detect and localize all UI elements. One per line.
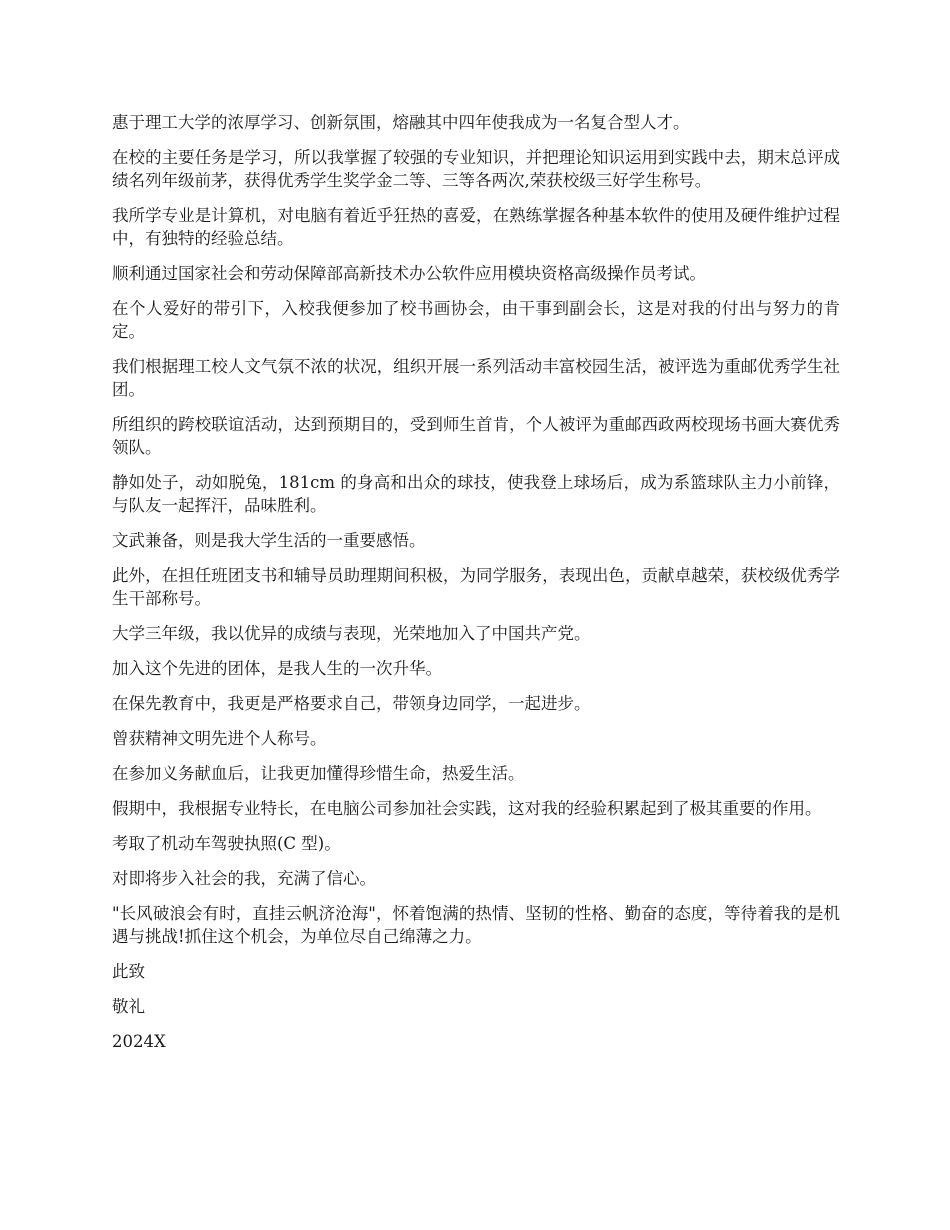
paragraph-14: 曾获精神文明先进个人称号。: [112, 729, 327, 748]
paragraph-13: 在保先教育中，我更是严格要求自己，带领身边同学，一起进步。: [112, 694, 591, 713]
paragraph-4: 顺利通过国家社会和劳动保障部高新技术办公软件应用模块资格高级操作员考试。: [112, 264, 706, 283]
paragraph-9: 文武兼备，则是我大学生活的一重要感悟。: [112, 531, 426, 550]
closing-salutation: 此致: [112, 962, 145, 981]
paragraph-8: 静如处子，动如脱兔，181cm 的身高和出众的球技，使我登上球场后，成为系篮球队主力小前锋，与队友一起挥汗，品味胜利。: [112, 473, 840, 515]
paragraph-16: 假期中，我根据专业特长，在电脑公司参加社会实践，这对我的经验积累起到了极其重要的作用。: [112, 799, 822, 818]
paragraph-5: 在个人爱好的带引下，入校我便参加了校书画协会，由干事到副会长，这是对我的付出与努力的肯定。: [112, 299, 840, 341]
closing-regards: 敬礼: [112, 997, 145, 1016]
paragraph-15: 在参加义务献血后，让我更加懂得珍惜生命，热爱生活。: [112, 764, 525, 783]
paragraph-10: 此外，在担任班团支书和辅导员助理期间积极，为同学服务，表现出色，贡献卓越荣，获校级优秀学生干部称号。: [112, 566, 840, 608]
paragraph-7: 所组织的跨校联谊活动，达到预期目的，受到师生首肯，个人被评为重邮西政两校现场书画大赛优秀领队。: [112, 415, 840, 457]
paragraph-17: 考取了机动车驾驶执照(C 型)。: [112, 834, 341, 853]
paragraph-12: 加入这个先进的团体，是我人生的一次升华。: [112, 659, 442, 678]
paragraph-11: 大学三年级，我以优异的成绩与表现，光荣地加入了中国共产党。: [112, 624, 591, 643]
document-page: [112, 111, 840, 1065]
date-line: 2024X: [112, 1032, 166, 1051]
paragraph-6: 我们根据理工校人文气氛不浓的状况，组织开展一系列活动丰富校园生活，被评选为重邮优秀学生社团。: [112, 357, 840, 399]
paragraph-18: 对即将步入社会的我，充满了信心。: [112, 869, 376, 888]
paragraph-1: 惠于理工大学的浓厚学习、创新氛围，熔融其中四年使我成为一名复合型人才。: [112, 113, 690, 132]
paragraph-2: 在校的主要任务是学习，所以我掌握了较强的专业知识，并把理论知识运用到实践中去，期末总评成绩名列年级前茅，获得优秀学生奖学金二等、三等各两次,荣获校级三好学生称号。: [112, 148, 840, 190]
paragraph-19: "长风破浪会有时，直挂云帆济沧海"，怀着饱满的热情、坚韧的性格、勤奋的态度，等待着我的是机遇与挑战!抓住这个机会，为单位尽自己绵薄之力。: [112, 904, 840, 946]
paragraph-3: 我所学专业是计算机，对电脑有着近乎狂热的喜爱，在熟练掌握各种基本软件的使用及硬件维护过程中，有独特的经验总结。: [112, 206, 840, 248]
